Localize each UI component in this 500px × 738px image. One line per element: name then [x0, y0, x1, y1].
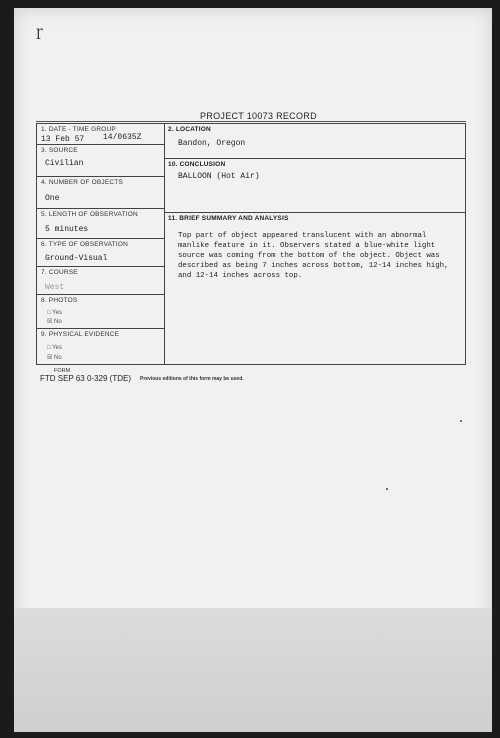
left-column [37, 124, 165, 364]
time-value: 14/0635Z [103, 133, 142, 142]
summary-line: manlike feature in it. Observers stated a blue-white light [178, 242, 436, 250]
evidence-no-option: ☒ No [47, 355, 62, 361]
objects-cell [37, 177, 164, 209]
physical-evidence-label: 9. PHYSICAL EVIDENCE [41, 331, 120, 338]
date-time-cell [37, 124, 164, 145]
date-value: 13 Feb 57 [41, 135, 85, 144]
summary-line: Top part of object appeared translucent with an abnormal [178, 232, 427, 240]
conclusion-label: 10. CONCLUSION [168, 161, 226, 168]
scan-speck [460, 420, 462, 422]
title-rule [36, 121, 466, 122]
summary-line: source was coming from the bottom of the object. Object was [178, 252, 440, 260]
photos-no-option: ☒ No [47, 319, 62, 325]
document-page [14, 8, 492, 732]
length-cell [37, 209, 164, 239]
scan-bottom-band [14, 608, 492, 732]
date-time-label: 1. DATE - TIME GROUP [41, 126, 116, 133]
source-cell [37, 145, 164, 177]
footer-form-label: FORM [54, 368, 71, 374]
footer-note: Previous editions of this form may be used. [140, 376, 244, 382]
observation-type-cell [37, 239, 164, 267]
right-column [164, 124, 465, 364]
evidence-yes-option: □ Yes [47, 345, 62, 351]
photos-yes-option: □ Yes [47, 310, 62, 316]
summary-line: and 12-14 inches across top. [178, 272, 303, 280]
footer-form-id: FTD SEP 63 0-329 (TDE) [40, 374, 131, 383]
course-value: West [45, 283, 65, 292]
physical-evidence-cell [37, 329, 164, 364]
summary-label: 11. BRIEF SUMMARY AND ANALYSIS [168, 215, 289, 222]
record-form [36, 123, 466, 365]
observation-type-label: 6. TYPE OF OBSERVATION [41, 241, 128, 248]
course-cell [37, 267, 164, 295]
length-value: 5 minutes [45, 225, 89, 234]
form-title: PROJECT 10073 RECORD [200, 111, 317, 121]
location-value: Bandon, Oregon [178, 139, 246, 148]
scan-speck [386, 488, 388, 490]
summary-cell [164, 213, 465, 364]
source-label: 3. SOURCE [41, 147, 78, 154]
source-value: Civilian [45, 159, 84, 168]
summary-line: described as being 7 inches across bottom, 12-14 inches high, [178, 262, 449, 270]
observation-type-value: Ground-Visual [45, 254, 108, 263]
course-label: 7. COURSE [41, 269, 78, 276]
photos-cell [37, 295, 164, 329]
summary-text [178, 231, 462, 281]
length-label: 5. LENGTH OF OBSERVATION [41, 211, 138, 218]
location-label: 2. LOCATION [168, 126, 211, 133]
handwritten-mark: ɼ [36, 24, 43, 40]
location-cell [164, 124, 465, 159]
conclusion-value: BALLOON (Hot Air) [178, 172, 260, 181]
photos-label: 8. PHOTOS [41, 297, 78, 304]
conclusion-cell [164, 159, 465, 213]
objects-value: One [45, 194, 60, 203]
objects-label: 4. NUMBER OF OBJECTS [41, 179, 124, 186]
